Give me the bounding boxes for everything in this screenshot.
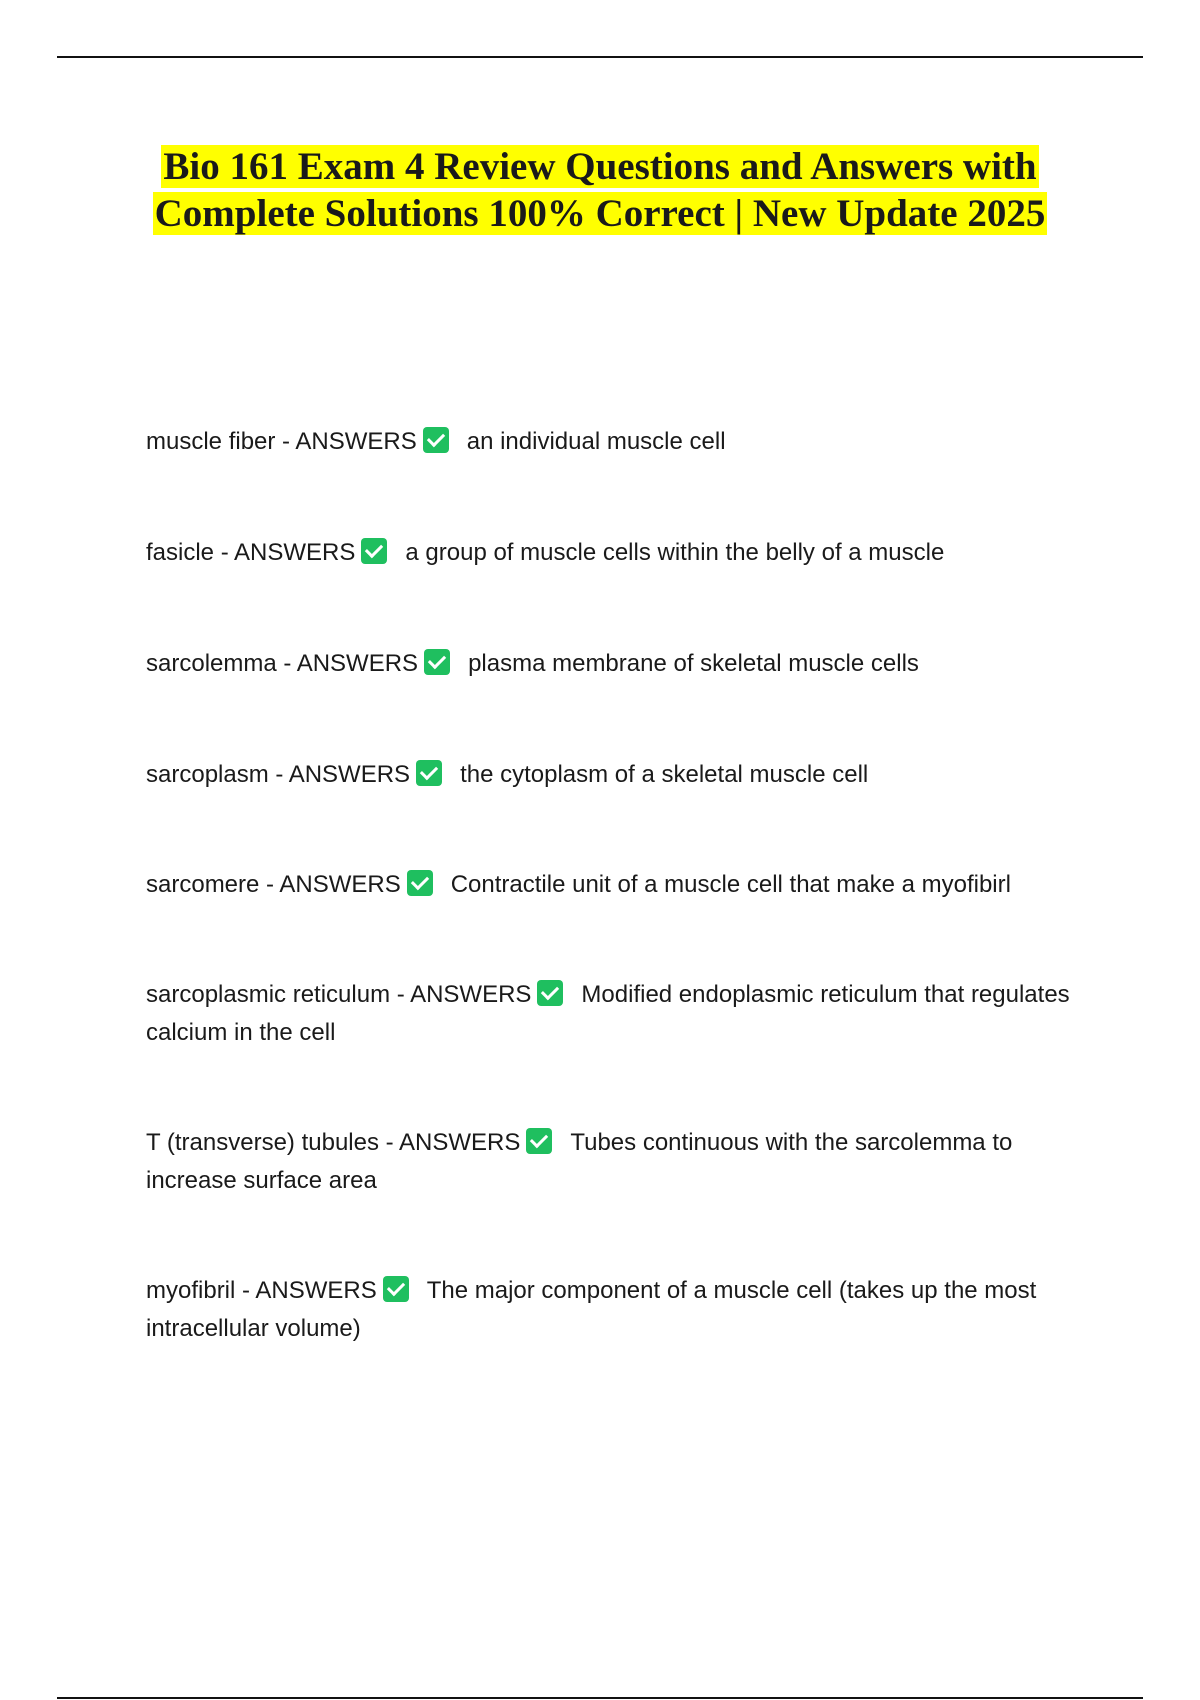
qa-entry [146, 1272, 1081, 1348]
qa-entry [146, 1124, 1081, 1200]
document-title [130, 143, 1070, 237]
qa-entry [146, 423, 1081, 461]
check-mark-icon [407, 870, 433, 896]
check-mark-icon [423, 427, 449, 453]
qa-term: T (transverse) tubules - ANSWERS [146, 1129, 521, 1156]
check-mark-icon [526, 1128, 552, 1154]
qa-entry [146, 976, 1081, 1052]
qa-term: muscle fiber - ANSWERS [146, 428, 417, 455]
top-rule [57, 56, 1143, 58]
qa-answer: The major component of a muscle cell (takes up the most intracellular volume) [146, 1277, 1037, 1342]
qa-term: sarcolemma - ANSWERS [146, 650, 419, 677]
qa-entry [146, 866, 1081, 904]
check-mark-icon [416, 760, 442, 786]
qa-term: myofibril - ANSWERS [146, 1277, 377, 1304]
bottom-rule [57, 1697, 1143, 1699]
qa-entry [146, 645, 1081, 683]
qa-term: fasicle - ANSWERS [146, 539, 356, 566]
title-highlight: Bio 161 Exam 4 Review Questions and Answers with Complete Solutions 100% Correct | New Update 2025 [154, 145, 1046, 235]
qa-answer: Tubes continuous with the sarcolemma to increase surface area [146, 1129, 1013, 1194]
qa-term: sarcomere - ANSWERS [146, 871, 401, 898]
qa-answer: plasma membrane of skeletal muscle cells [468, 650, 919, 677]
check-mark-icon [424, 649, 450, 675]
qa-answer: Contractile unit of a muscle cell that make a myofibirl [450, 871, 1011, 898]
qa-entry [146, 756, 1081, 794]
qa-term: sarcoplasmic reticulum - ANSWERS [146, 981, 532, 1008]
check-mark-icon [361, 538, 387, 564]
qa-answer: the cytoplasm of a skeletal muscle cell [460, 761, 869, 788]
check-mark-icon [537, 980, 563, 1006]
qa-entry [146, 534, 1081, 572]
qa-answer: an individual muscle cell [466, 428, 726, 455]
check-mark-icon [383, 1276, 409, 1302]
qa-answer: a group of muscle cells within the belly of a muscle [405, 539, 945, 566]
qa-answer: Modified endoplasmic reticulum that regulates calcium in the cell [146, 981, 1070, 1046]
qa-term: sarcoplasm - ANSWERS [146, 761, 411, 788]
